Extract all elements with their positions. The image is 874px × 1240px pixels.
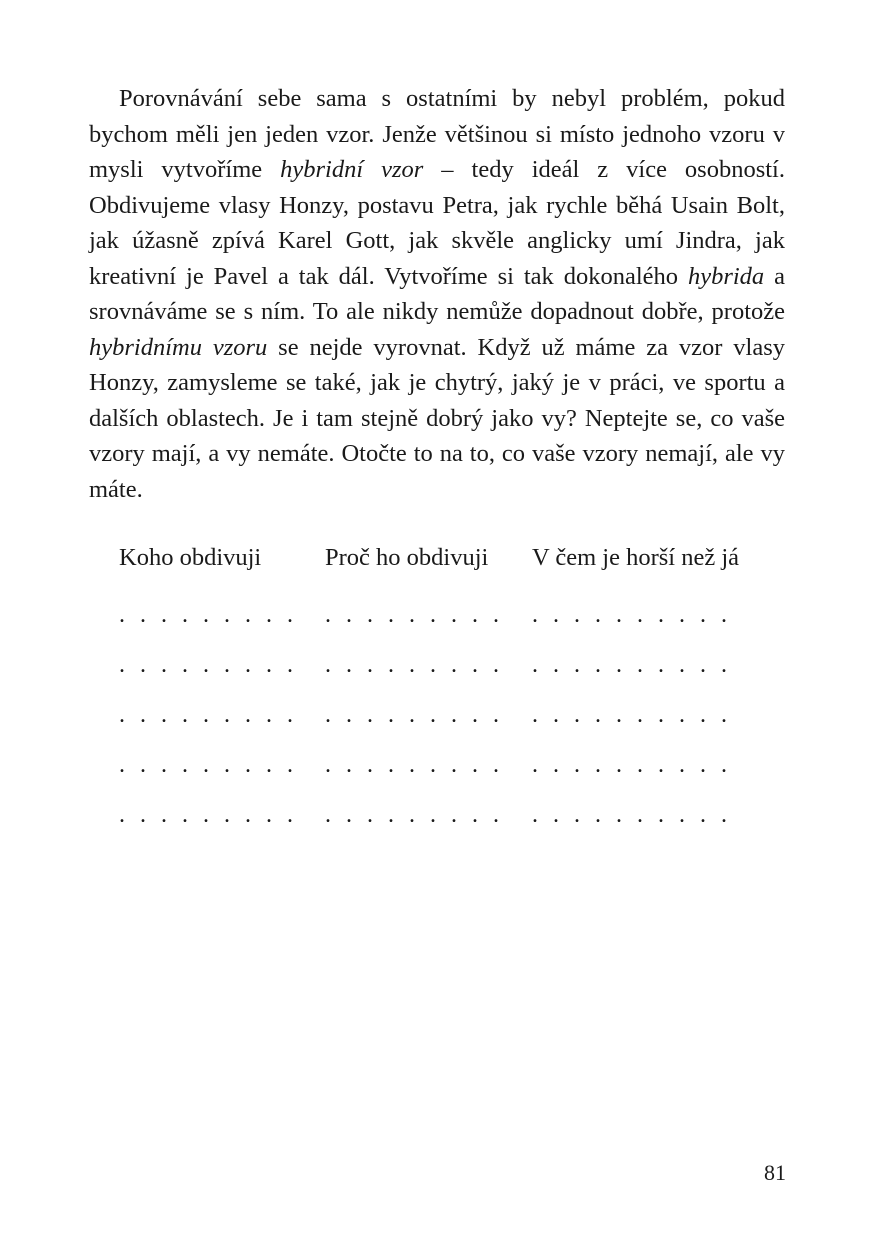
paragraph-text-4: se nejde vyrovnat. Když už máme za vzor vlasy Honzy, zamysleme se také, jak je chytrý, jaký je v práci, ve sportu a dalších oblastech. Je i tam stejně dobrý jako vy? Neptejte se, co vaše vzory mají, a vy nemáte. Otočte to na to, co vaše vzory nemají, ale vy máte. bbox=[89, 333, 785, 503]
fill-line-col3: . . . . . . . . . . bbox=[532, 702, 727, 728]
paragraph-text-3: a srovnáváme se s ním. To ale nikdy nemůže dopadnout dobře, protože bbox=[89, 262, 785, 325]
worksheet-row bbox=[0, 650, 874, 700]
fill-line-col1: . . . . . . . . . bbox=[119, 752, 293, 778]
fill-line-col3: . . . . . . . . . . bbox=[532, 652, 727, 678]
worksheet-row bbox=[0, 700, 874, 750]
fill-line-col2: . . . . . . . . . bbox=[325, 602, 499, 628]
body-paragraph bbox=[89, 81, 785, 507]
worksheet-row bbox=[0, 800, 874, 850]
fill-line-col1: . . . . . . . . . bbox=[119, 652, 293, 678]
fill-line-col2: . . . . . . . . . bbox=[325, 802, 499, 828]
worksheet-row bbox=[0, 750, 874, 800]
fill-line-col3: . . . . . . . . . . bbox=[532, 802, 727, 828]
fill-line-col2: . . . . . . . . . bbox=[325, 652, 499, 678]
column-header-koho-obdivuji: Koho obdivuji bbox=[119, 544, 262, 571]
emphasis-hybrida: hybrida bbox=[687, 262, 765, 290]
fill-line-col2: . . . . . . . . . bbox=[325, 752, 499, 778]
fill-line-col1: . . . . . . . . . bbox=[119, 802, 293, 828]
column-header-proc-ho-obdivuji: Proč ho obdivuji bbox=[325, 544, 489, 571]
fill-line-col1: . . . . . . . . . bbox=[119, 702, 293, 728]
emphasis-hybridnimu-vzoru: hybridnímu vzoru bbox=[89, 333, 268, 361]
fill-line-col3: . . . . . . . . . . bbox=[532, 602, 727, 628]
fill-line-col3: . . . . . . . . . . bbox=[532, 752, 727, 778]
paragraph-text-2: – tedy ideál z více osobností. Obdivujeme vlasy Honzy, postavu Petra, jak rychle běhá Usain Bolt, jak úžasně zpívá Karel Gott, jak skvěle anglicky umí Jindra, jak kreativní je Pavel a tak dál. Vytvoříme si tak dokonalého bbox=[89, 156, 785, 290]
worksheet-fill-rows bbox=[0, 600, 874, 850]
page-number: 81 bbox=[764, 1160, 786, 1185]
fill-line-col1: . . . . . . . . . bbox=[119, 602, 293, 628]
fill-line-col2: . . . . . . . . . bbox=[325, 702, 499, 728]
column-header-v-cem-je-horsi: V čem je horší než já bbox=[532, 544, 740, 571]
worksheet-header bbox=[0, 540, 874, 576]
emphasis-hybridni-vzor: hybridní vzor bbox=[280, 156, 424, 183]
paragraph-text-1: Porovnávání sebe sama s ostatními by nebyl problém, pokud bychom měli jen jeden vzor. Jenže většinou si místo jednoho vzoru v mysli vytvoříme bbox=[89, 85, 785, 183]
worksheet-row bbox=[0, 600, 874, 650]
